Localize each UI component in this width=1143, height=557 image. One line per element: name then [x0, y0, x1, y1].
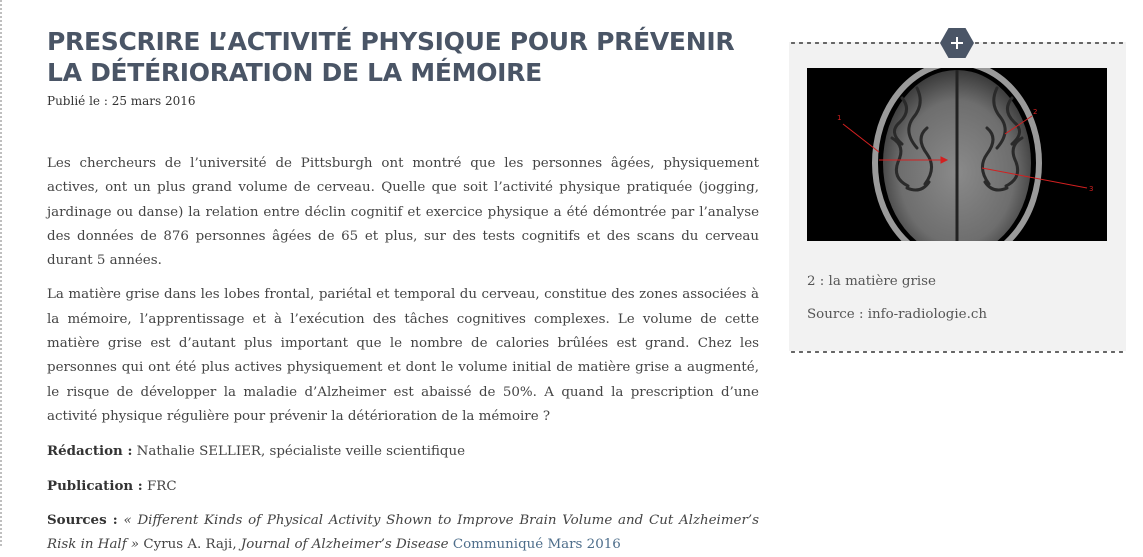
sources-journal: Journal of Alzheimer’s Disease — [240, 537, 449, 553]
article-title — [47, 26, 759, 88]
sources-title: « Different Kinds of Physical Activity Shown to Improve Brain Volume and Cut Alzheimer’s Risk in Half » — [47, 512, 759, 553]
annotation-label-1: 1 — [837, 114, 842, 122]
article-paragraph-2: La matière grise dans les lobes frontal, pariétal et temporal du cerveau, constitue des zones associées à la mémoire, l’apprentissage et à l’exécution des tâches cognitives complexes. Le volume de cette matière grise est d’autant plus important que le nombre de calories brûlées est grand. Chez les personnes qui ont été plus actives physiquement et dont le volume initial de matière grise a augmenté, le risque de développer la maladie d’Alzheimer est abaissé de 50%. A quand la prescription d’une activité physique régulière pour prévenir la détérioration de la mémoire ? — [47, 287, 759, 424]
left-dotted-border — [0, 0, 2, 548]
image-source: Source : info-radiologie.ch — [807, 307, 987, 322]
sources-line — [47, 508, 759, 557]
sidebar-bottom-divider — [789, 351, 1126, 353]
brain-mri-image — [807, 68, 1107, 241]
sources-author: Cyrus A. Raji, — [139, 537, 241, 553]
annotation-label-3: 3 — [1089, 185, 1094, 193]
article-paragraph-1: Les chercheurs de l’université de Pittsburgh ont montré que les personnes âgées, physiquement actives, ont un plus grand volume de cerveau. Quelle que soit l’activité physique pratiquée (jogging, jardinage ou danse) la relation entre déclin cognitif et exercice physique a été démontrée par l’analyse des données de 876 personnes âgées de 65 et plus, sur des tests cognitifs et des scans du cerveau durant 5 années. — [47, 156, 759, 269]
redaction-label: Rédaction : — [47, 443, 133, 460]
article-title-line-1: PRESCRIRE L’ACTIVITÉ PHYSIQUE POUR PRÉVENIR — [47, 27, 735, 56]
annotation-label-2: 2 — [1033, 108, 1038, 116]
publication-line — [47, 474, 759, 499]
article-title-line-2: LA DÉTÉRIORATION DE LA MÉMOIRE — [47, 58, 542, 87]
publication-label: Publication : — [47, 477, 143, 494]
article — [47, 26, 759, 557]
redaction-line — [47, 439, 759, 464]
sources-label: Sources : — [47, 511, 118, 528]
sources-link[interactable]: Communiqué Mars 2016 — [448, 537, 621, 553]
publication-value: FRC — [142, 478, 177, 494]
redaction-value: Nathalie SELLIER, spécialiste veille scientifique — [132, 444, 466, 460]
plus-icon — [950, 36, 964, 50]
publication-date: Publié le : 25 mars 2016 — [47, 94, 196, 108]
image-caption: 2 : la matière grise — [807, 274, 936, 289]
